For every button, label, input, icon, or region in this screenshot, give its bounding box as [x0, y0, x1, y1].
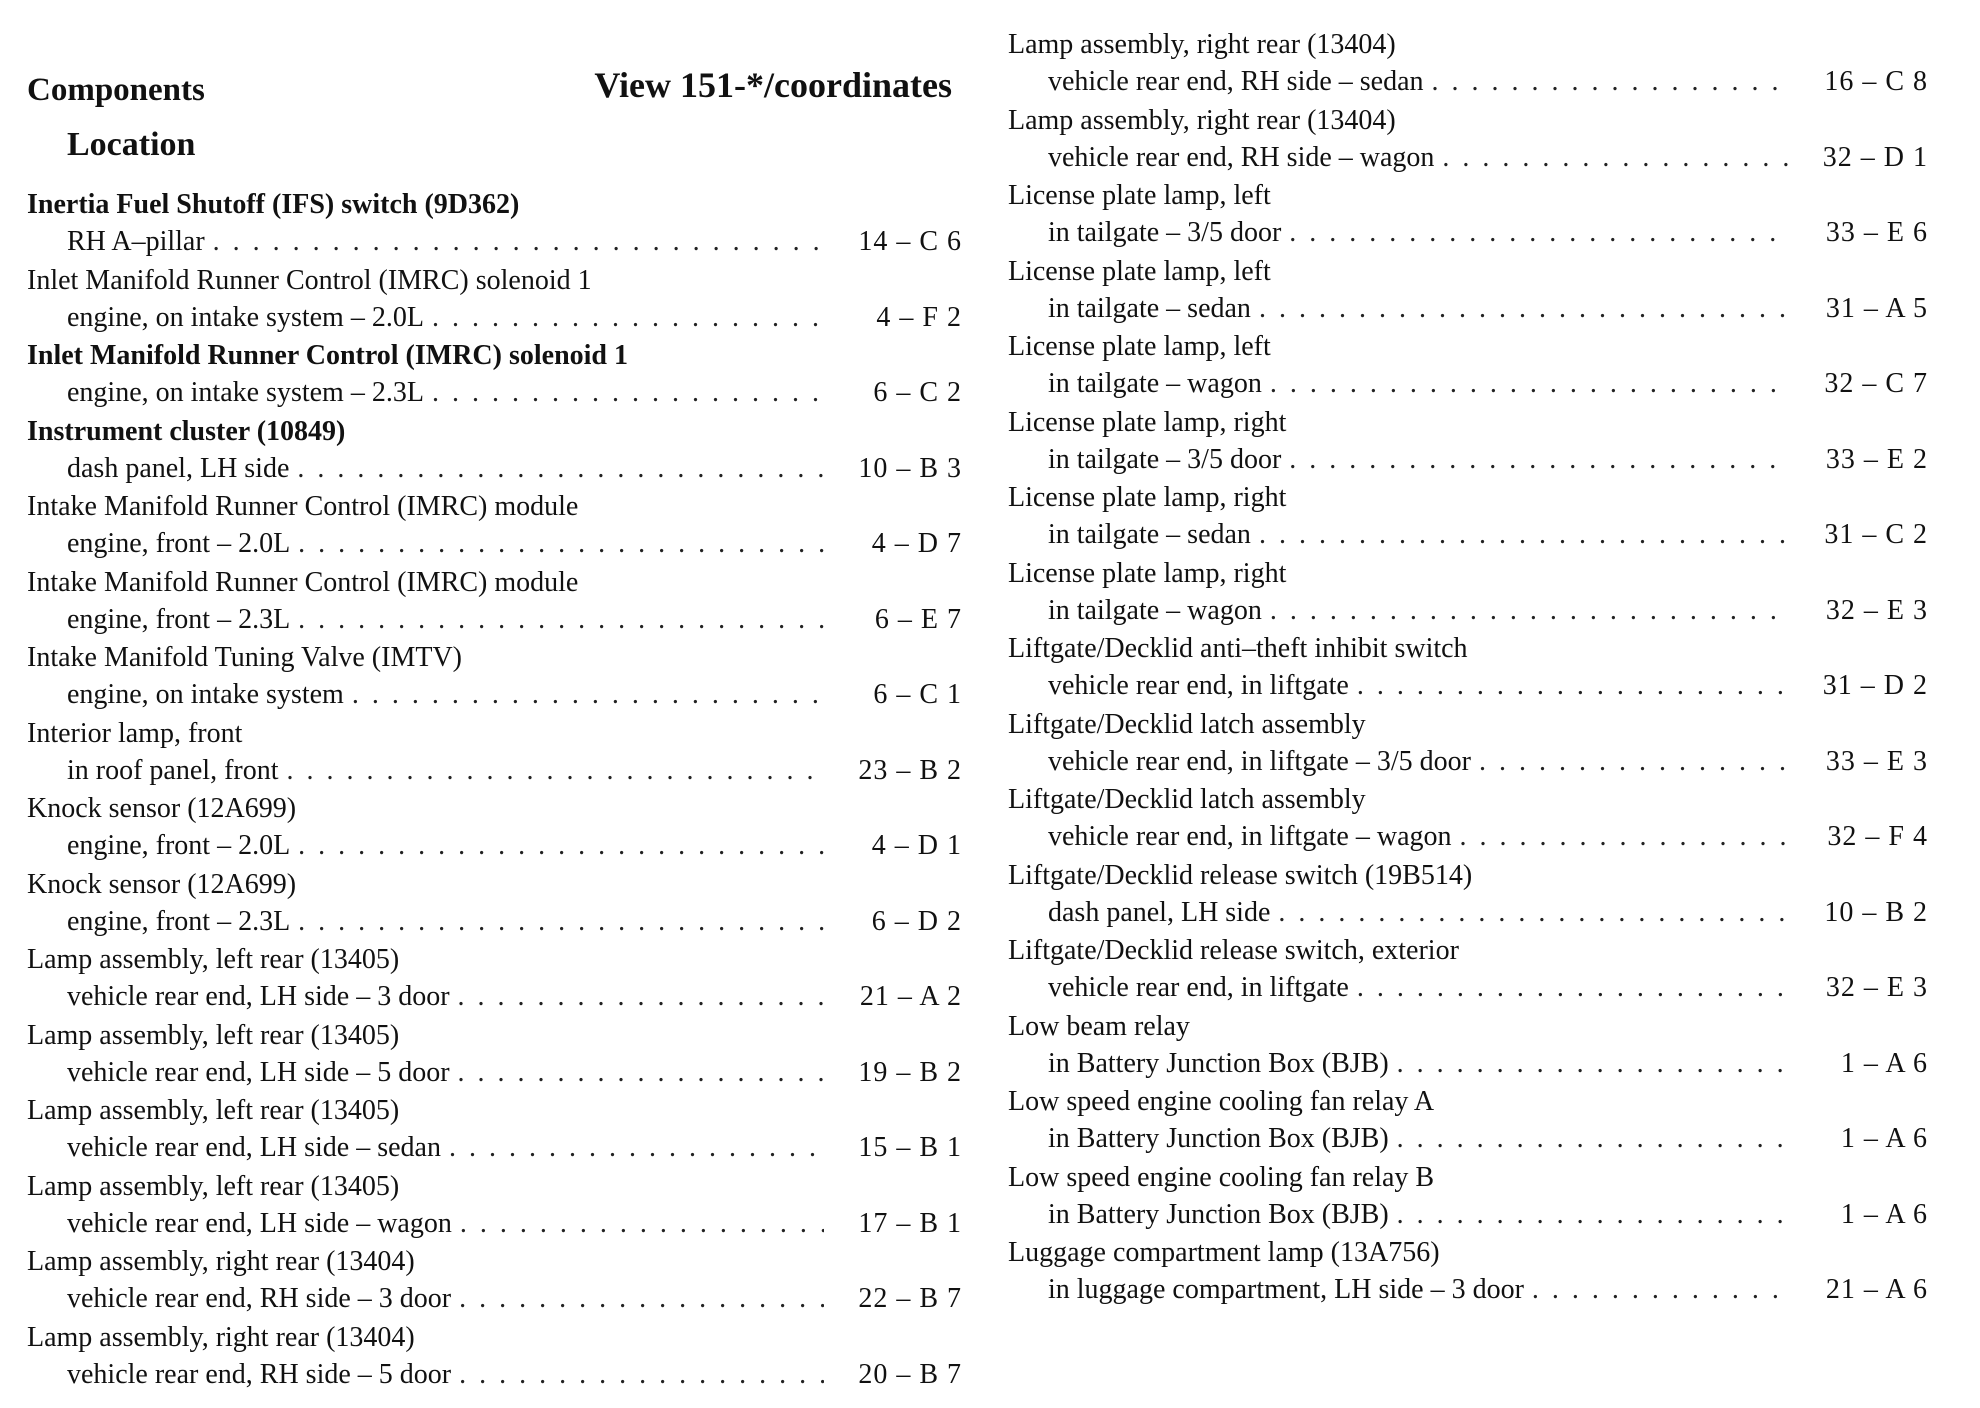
- view-coordinate: 21 – A 6: [1825, 1274, 1928, 1305]
- component-name: Lamp assembly, left rear (13405): [27, 1019, 400, 1051]
- location-row: [1008, 63, 1928, 101]
- location-row: [27, 1129, 962, 1167]
- location-row: [27, 827, 962, 865]
- leader-dots: [1259, 516, 1790, 554]
- component-location: vehicle rear end, RH side – sedan: [1048, 66, 1424, 97]
- component-name: Lamp assembly, right rear (13404): [1008, 29, 1396, 60]
- component-location: vehicle rear end, in liftgate: [1048, 670, 1349, 701]
- leader-dots: [458, 1054, 824, 1092]
- index-entry: [1008, 932, 1928, 1008]
- component-location: in tailgate – wagon: [1048, 594, 1262, 626]
- view-coordinate: 17 – B 1: [858, 1207, 962, 1239]
- leader-dots: [298, 525, 824, 563]
- component-name: Lamp assembly, right rear (13404): [1008, 104, 1396, 136]
- page-header: [27, 62, 952, 172]
- leader-dots: [458, 978, 824, 1016]
- component-location: in tailgate – sedan: [1048, 292, 1251, 324]
- location-row: [1008, 818, 1928, 856]
- leader-dots: [1432, 63, 1790, 101]
- index-entry: [27, 413, 962, 489]
- leader-dots: [1357, 969, 1790, 1007]
- component-name: Inlet Manifold Runner Control (IMRC) solenoid 1: [27, 340, 629, 371]
- index-entry: [1008, 177, 1928, 253]
- leader-dots: [1259, 290, 1790, 328]
- component-name: Inertia Fuel Shutoff (IFS) switch (9D362): [27, 189, 520, 220]
- left-column: [27, 186, 962, 1394]
- view-coordinate: 32 – E 3: [1825, 594, 1928, 626]
- component-location: vehicle rear end, LH side – 3 door: [67, 981, 450, 1012]
- leader-dots: [297, 450, 824, 488]
- view-coordinate: 32 – F 4: [1827, 821, 1928, 852]
- location-row: [1008, 139, 1928, 177]
- view-coordinate: 32 – E 3: [1825, 972, 1928, 1003]
- index-entry: [27, 790, 962, 866]
- location-row: [1008, 1271, 1928, 1309]
- view-coordinate: 4 – F 2: [876, 301, 962, 333]
- component-location: vehicle rear end, LH side – wagon: [67, 1207, 452, 1239]
- leader-dots: [1289, 441, 1790, 479]
- location-row: [1008, 214, 1928, 252]
- component-name: Liftgate/Decklid release switch (19B514): [1008, 859, 1473, 891]
- component-name: Intake Manifold Tuning Valve (IMTV): [27, 642, 462, 673]
- view-coordinate: 23 – B 2: [858, 754, 962, 786]
- location-row: [1008, 1196, 1928, 1234]
- leader-dots: [1460, 818, 1791, 856]
- index-entry: [1008, 102, 1928, 178]
- component-name: Inlet Manifold Runner Control (IMRC) solenoid 1: [27, 264, 592, 296]
- location-row: [27, 1054, 962, 1092]
- location-row: [27, 978, 962, 1016]
- leader-dots: [449, 1129, 824, 1167]
- index-entry: [27, 1017, 962, 1093]
- component-name: License plate lamp, right: [1008, 557, 1287, 589]
- view-coordinate: 20 – B 7: [858, 1358, 962, 1390]
- index-entry: [27, 1319, 962, 1395]
- component-name: Lamp assembly, right rear (13404): [27, 1246, 415, 1277]
- location-heading: Location: [67, 126, 196, 163]
- component-name: Liftgate/Decklid latch assembly: [1008, 784, 1366, 815]
- leader-dots: [1479, 743, 1790, 781]
- index-entry: [1008, 781, 1928, 857]
- leader-dots: [1532, 1271, 1790, 1309]
- component-location: in tailgate – wagon: [1048, 368, 1262, 399]
- component-name: Liftgate/Decklid release switch, exterior: [1008, 935, 1459, 966]
- index-entry: [27, 337, 962, 413]
- component-location: engine, front – 2.0L: [67, 830, 291, 861]
- index-entry: [27, 715, 962, 791]
- component-location: vehicle rear end, in liftgate – wagon: [1048, 821, 1452, 852]
- index-entry: [1008, 1234, 1928, 1310]
- component-location: in Battery Junction Box (BJB): [1048, 1123, 1389, 1154]
- location-row: [27, 450, 962, 488]
- component-name: Liftgate/Decklid latch assembly: [1008, 708, 1366, 740]
- component-name: Knock sensor (12A699): [27, 793, 297, 824]
- index-entry: [1008, 404, 1928, 480]
- location-row: [1008, 969, 1928, 1007]
- location-row: [27, 601, 962, 639]
- index-entry: [27, 1243, 962, 1319]
- location-row: [27, 1280, 962, 1318]
- component-name: Lamp assembly, left rear (13405): [27, 944, 400, 975]
- view-coordinate: 10 – B 2: [1824, 896, 1928, 928]
- leader-dots: [298, 601, 824, 639]
- component-location: engine, front – 2.0L: [67, 528, 291, 559]
- location-row: [27, 1205, 962, 1243]
- leader-dots: [213, 223, 824, 261]
- leader-dots: [460, 1205, 824, 1243]
- location-row: [27, 903, 962, 941]
- index-entry: [27, 186, 962, 262]
- leader-dots: [1278, 894, 1790, 932]
- component-name: Liftgate/Decklid anti–theft inhibit switch: [1008, 633, 1468, 664]
- view-coordinate: 19 – B 2: [858, 1056, 962, 1088]
- component-location: vehicle rear end, RH side – 5 door: [67, 1358, 452, 1390]
- component-location: in tailgate – 3/5 door: [1048, 217, 1282, 248]
- view-coordinate: 6 – E 7: [874, 603, 962, 635]
- leader-dots: [432, 374, 824, 412]
- leader-dots: [432, 299, 824, 337]
- index-entry: [27, 564, 962, 640]
- view-coordinate: 33 – E 6: [1825, 217, 1928, 248]
- location-row: [1008, 1120, 1928, 1158]
- view-coordinate: 16 – C 8: [1824, 66, 1928, 97]
- view-coordinates-heading: View 151-*/coordinates: [594, 65, 952, 105]
- index-entry: [1008, 857, 1928, 933]
- location-row: [1008, 516, 1928, 554]
- location-row: [27, 1356, 962, 1394]
- component-name: Intake Manifold Runner Control (IMRC) module: [27, 491, 579, 522]
- location-row: [1008, 1045, 1928, 1083]
- component-name: License plate lamp, right: [1008, 482, 1287, 513]
- location-row: [1008, 592, 1928, 630]
- index-entry: [27, 1168, 962, 1244]
- component-location: RH A–pillar: [67, 226, 205, 257]
- component-name: License plate lamp, left: [1008, 255, 1271, 287]
- leader-dots: [298, 827, 824, 865]
- component-name: Luggage compartment lamp (13A756): [1008, 1237, 1440, 1268]
- component-location: in Battery Junction Box (BJB): [1048, 1047, 1389, 1079]
- component-location: in tailgate – sedan: [1048, 519, 1251, 550]
- index-entry: [27, 488, 962, 564]
- component-location: in tailgate – 3/5 door: [1048, 443, 1282, 475]
- component-name: Knock sensor (12A699): [27, 868, 297, 900]
- component-location: vehicle rear end, LH side – sedan: [67, 1132, 441, 1163]
- component-name: License plate lamp, left: [1008, 331, 1271, 362]
- index-entry: [1008, 253, 1928, 329]
- leader-dots: [298, 903, 824, 941]
- index-entry: [1008, 1083, 1928, 1159]
- component-location: engine, front – 2.3L: [67, 603, 291, 635]
- location-row: [27, 374, 962, 412]
- leader-dots: [1289, 214, 1790, 252]
- index-entry: [27, 941, 962, 1017]
- component-name: Lamp assembly, right rear (13404): [27, 1321, 415, 1353]
- component-location: in luggage compartment, LH side – 3 door: [1048, 1274, 1524, 1305]
- index-entry: [27, 262, 962, 338]
- leader-dots: [1442, 139, 1790, 177]
- view-coordinate: 22 – B 7: [858, 1283, 962, 1314]
- location-row: [27, 752, 962, 790]
- leader-dots: [1270, 365, 1790, 403]
- view-coordinate: 21 – A 2: [859, 981, 962, 1012]
- index-entry: [1008, 26, 1928, 102]
- view-coordinate: 6 – C 1: [873, 679, 962, 710]
- component-location: dash panel, LH side: [1048, 896, 1271, 928]
- component-location: engine, on intake system – 2.3L: [67, 377, 424, 408]
- component-location: dash panel, LH side: [67, 452, 290, 484]
- view-coordinate: 33 – E 2: [1825, 443, 1928, 475]
- component-name: Low speed engine cooling fan relay A: [1008, 1086, 1435, 1117]
- location-row: [1008, 290, 1928, 328]
- component-name: Low speed engine cooling fan relay B: [1008, 1161, 1435, 1193]
- view-coordinate: 1 – A 6: [1840, 1198, 1928, 1230]
- component-location: engine, on intake system: [67, 679, 344, 710]
- view-coordinate: 10 – B 3: [858, 452, 962, 484]
- location-row: [1008, 441, 1928, 479]
- component-location: engine, on intake system – 2.0L: [67, 301, 424, 333]
- index-entry: [1008, 328, 1928, 404]
- component-name: License plate lamp, right: [1008, 406, 1287, 438]
- component-name: Lamp assembly, left rear (13405): [27, 1095, 400, 1126]
- component-location: vehicle rear end, in liftgate: [1048, 972, 1349, 1003]
- component-location: vehicle rear end, RH side – 3 door: [67, 1283, 452, 1314]
- leader-dots: [459, 1356, 824, 1394]
- location-row: [1008, 894, 1928, 932]
- index-entry: [1008, 630, 1928, 706]
- location-row: [1008, 365, 1928, 403]
- index-entry: [1008, 706, 1928, 782]
- component-location: vehicle rear end, LH side – 5 door: [67, 1056, 450, 1088]
- component-location: in Battery Junction Box (BJB): [1048, 1198, 1389, 1230]
- leader-dots: [1270, 592, 1790, 630]
- leader-dots: [352, 676, 824, 714]
- location-row: [27, 525, 962, 563]
- view-coordinate: 33 – E 3: [1825, 745, 1928, 777]
- component-location: engine, front – 2.3L: [67, 905, 291, 937]
- location-row: [27, 299, 962, 337]
- component-location: vehicle rear end, RH side – wagon: [1048, 141, 1435, 173]
- leader-dots: [287, 752, 825, 790]
- leader-dots: [1357, 667, 1790, 705]
- index-entry: [27, 1092, 962, 1168]
- component-name: Instrument cluster (10849): [27, 415, 346, 447]
- view-coordinate: 31 – D 2: [1822, 670, 1928, 701]
- leader-dots: [459, 1280, 824, 1318]
- view-coordinate: 6 – D 2: [871, 905, 962, 937]
- location-row: [1008, 667, 1928, 705]
- index-entry: [27, 639, 962, 715]
- leader-dots: [1397, 1045, 1790, 1083]
- view-coordinate: 32 – D 1: [1822, 141, 1928, 173]
- location-row: [1008, 743, 1928, 781]
- index-entry: [1008, 1008, 1928, 1084]
- component-name: Intake Manifold Runner Control (IMRC) module: [27, 566, 579, 598]
- view-coordinate: 31 – A 5: [1825, 292, 1928, 324]
- component-name: Interior lamp, front: [27, 717, 243, 749]
- view-coordinate: 1 – A 6: [1840, 1047, 1928, 1079]
- index-entry: [1008, 555, 1928, 631]
- view-coordinate: 31 – C 2: [1824, 519, 1928, 550]
- view-coordinate: 15 – B 1: [858, 1132, 962, 1163]
- components-heading: Components: [27, 72, 205, 108]
- view-coordinate: 32 – C 7: [1824, 368, 1928, 399]
- component-location: in roof panel, front: [67, 754, 279, 786]
- component-name: Low beam relay: [1008, 1010, 1190, 1042]
- view-coordinate: 6 – C 2: [873, 377, 962, 408]
- index-entry: [1008, 1159, 1928, 1235]
- component-name: Lamp assembly, left rear (13405): [27, 1170, 400, 1202]
- view-coordinate: 1 – A 6: [1840, 1123, 1928, 1154]
- view-coordinate: 4 – D 7: [871, 528, 962, 559]
- view-coordinate: 14 – C 6: [858, 226, 962, 257]
- leader-dots: [1397, 1196, 1790, 1234]
- component-name: License plate lamp, left: [1008, 180, 1271, 211]
- component-location: vehicle rear end, in liftgate – 3/5 door: [1048, 745, 1471, 777]
- right-column: [1008, 26, 1928, 1310]
- view-coordinate: 4 – D 1: [871, 830, 962, 861]
- location-row: [27, 676, 962, 714]
- index-entry: [27, 866, 962, 942]
- leader-dots: [1397, 1120, 1790, 1158]
- index-entry: [1008, 479, 1928, 555]
- location-row: [27, 223, 962, 261]
